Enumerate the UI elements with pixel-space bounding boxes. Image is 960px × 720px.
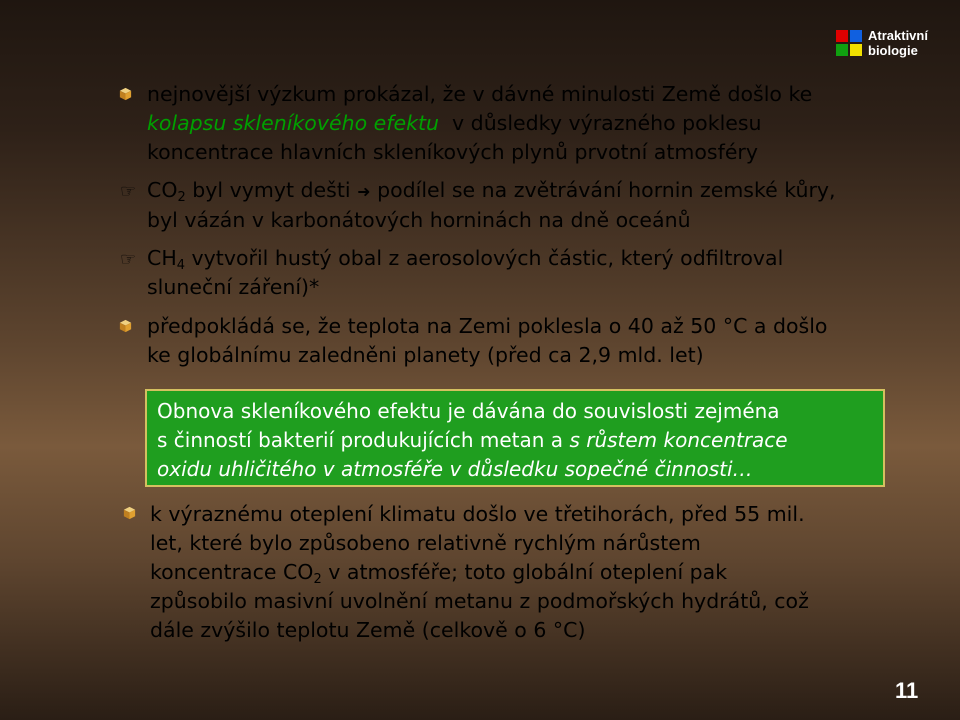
logo	[836, 28, 928, 58]
bullet-4-text: předpokládá se, že teplota na Zemi poklesla o 40 až 50 °C a došlo	[147, 314, 828, 338]
highlight-box	[145, 389, 885, 487]
bullet-1-text-2: v důsledky výrazného poklesu	[452, 111, 762, 135]
bullet-5-text: k výraznému oteplení klimatu došlo ve třetihorách, před 55 mil.	[150, 502, 805, 526]
bullet-5-text-2: let, které bylo způsobeno relativně rychlým nárůstem	[150, 531, 701, 555]
logo-text	[868, 28, 928, 58]
bullet-5	[150, 500, 910, 645]
co-label: CO	[147, 178, 178, 202]
arrow-icon: ➜	[357, 182, 371, 201]
bullet-1	[147, 80, 887, 167]
pointing-hand-icon: ☞	[120, 249, 137, 270]
bullet-4	[147, 312, 907, 370]
bullet-5-text-5: dále zvýšilo teplotu Země (celkově o 6 °C)	[150, 618, 586, 642]
bullet-5-text-3b: v atmosféře; toto globální oteplení pak	[328, 560, 728, 584]
box-line-2b: s růstem koncentrace	[569, 428, 788, 452]
bullet-3	[147, 244, 907, 302]
bullet-5-text-4: způsobilo masivní uvolnění metanu z podmořských hydrátů, což	[150, 589, 809, 613]
co-subscript: 2	[177, 190, 186, 205]
logo-squares-icon	[836, 30, 862, 56]
bullet-3-text: vytvořil hustý obal z aerosolových částic, který odfiltroval	[191, 246, 784, 270]
bullet-2-text-3: byl vázán v karbonátových horninách na dně oceánů	[147, 208, 691, 232]
logo-line2: biologie	[868, 43, 918, 58]
box-line-3: oxidu uhličitého v atmosféře v důsledku sopečné činnosti…	[157, 457, 753, 481]
bullet-1-text: nejnovější výzkum prokázal, že v dávné minulosti Země došlo ke	[147, 82, 813, 106]
bullet-1-highlight: kolapsu skleníkového efektu	[147, 111, 439, 135]
page-number: 11	[895, 678, 919, 703]
cube-bullet-icon	[122, 505, 137, 520]
bullet-3-text-2: sluneční záření)*	[147, 275, 320, 299]
ch-label: CH	[147, 246, 177, 270]
bullet-1-text-3: koncentrace hlavních skleníkových plynů prvotní atmosféry	[147, 140, 758, 164]
cube-bullet-icon	[118, 318, 133, 333]
bullet-2-text-2: podílel se na zvětrávání hornin zemské kůry,	[377, 178, 836, 202]
bullet-2	[147, 176, 907, 235]
pointing-hand-icon: ☞	[120, 181, 137, 202]
box-line-2a: s činností bakterií produkujících metan a	[157, 428, 564, 452]
logo-line1: Atraktivní	[868, 28, 928, 43]
co2-subscript: 2	[313, 572, 322, 587]
bullet-5-text-3a: koncentrace CO	[150, 560, 314, 584]
cube-bullet-icon	[118, 86, 133, 101]
box-line-1: Obnova skleníkového efektu je dávána do souvislosti zejména	[157, 399, 780, 423]
ch-subscript: 4	[176, 258, 186, 273]
bullet-4-text-2: ke globálnímu zaledněni planety (před ca 2,9 mld. let)	[147, 343, 704, 367]
bullet-2-text: byl vymyt dešti	[192, 178, 351, 202]
